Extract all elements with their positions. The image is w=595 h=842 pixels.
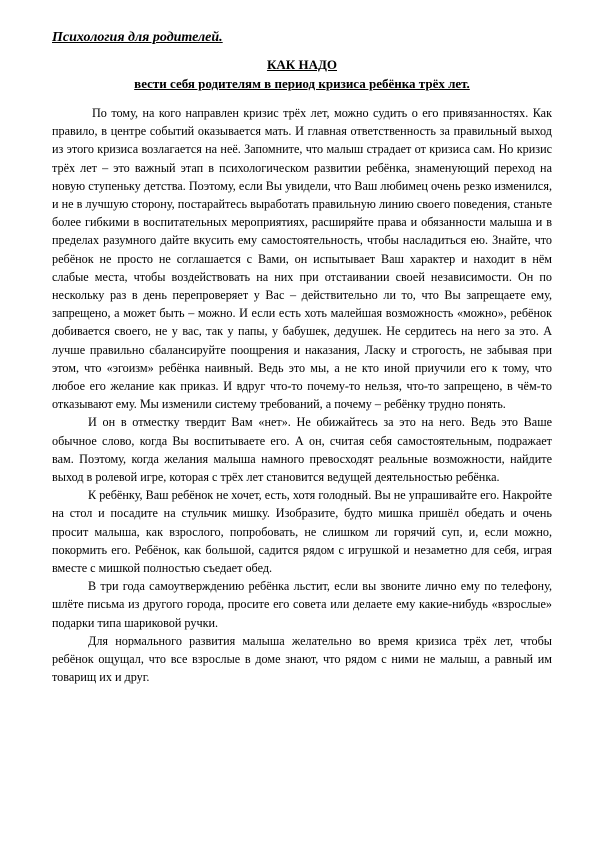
section-rubric: Психология для родителей. <box>52 30 223 45</box>
title-line-sub: вести себя родителям в период кризиса ребёнка трёх лет. <box>134 76 470 91</box>
paragraph: В три года самоутверждению ребёнка льстит, если вы звоните лично ему по телефону, шлёте письма из другого города, просите его совета или делаете ему какие-нибудь «взрослые» подарки типа шариковой ручки. <box>52 579 552 630</box>
paragraph: По тому, на кого направлен кризис трёх лет, можно судить о его привязанностях. Как правило, в центре событий оказывается мать. И главная ответственность за правильный выход из этого кризиса возлагается на неё. Запомните, что малыш страдает от кризиса сам. Но кризис трёх лет – это важный этап в психологическом развитии ребёнка, знаменующий переход на новую ступеньку детства. Поэтому, если Вы увидели, что Ваш любимец очень резко изменился, и не в лучшую сторону, постарайтесь выработать правильную линию своего поведения, станьте более гибкими в воспитательных мероприятиях, расширяйте права и обязанности малыша и в пределах разумного дайте вкусить ему самостоятельность, чтобы насладиться ею. Знайте, что ребёнок не просто не соглашается с Вами, он испытывает Ваш характер и находит в нём слабые места, чтобы воздействовать на них при отстаивании своей независимости. Он по нескольку раз в день перепроверяет у Вас – действительно ли то, что Вы запрещаете ему, запрещено, а может быть – можно. И если есть хоть малейшая возможность «можно», ребёнок добивается своего, не у вас, так у папы, у бабушек, дедушек. Не сердитесь на него за это. А лучше правильно сбалансируйте поощрения и наказания, Ласку и строгость, не забывая при этом, что «эгоизм» ребёнка наивный. Ведь это мы, а не кто иной приучили его к тому, что любое его желание как приказ. И вдруг что-то почему-то нельзя, что-то запрещено, в чём-то отказывают ему. Мы изменили систему требований, а почему – ребёнку трудно понять. <box>52 106 552 412</box>
title-line-main: КАК НАДО <box>266 57 338 72</box>
article-body <box>52 104 552 687</box>
article-title <box>52 55 552 93</box>
paragraph: Для нормального развития малыша желательно во время кризиса трёх лет, чтобы ребёнок ощущал, что все взрослые в доме знают, что рядом с ними не малыш, а равный им товарищ их и друг. <box>52 633 552 685</box>
paragraph: К ребёнку, Ваш ребёнок не хочет, есть, хотя голодный. Вы не упрашивайте его. Накройте на стол и посадите на стульчик мишку. Изобразите, будто мишка пришёл обедать и очень просит малыша, как взрослого, попробовать, не слишком ли горячий суп, и, если можно, покормить его. Ребёнок, как большой, садится рядом с игрушкой и незаметно для себя, играя вместе с мишкой полностью съедает обед. <box>52 488 552 576</box>
paragraph: И он в отместку твердит Вам «нет». Не обижайтесь за это на него. Ведь это Ваше обычное слово, когда Вы воспитываете его. А он, считая себя самостоятельным, подражает вам. Поэтому, когда желания малыша намного превосходят реальные возможности, найдите выход в ролевой игре, которая с трёх лет становится ведущей деятельностью ребёнка. <box>52 415 552 485</box>
